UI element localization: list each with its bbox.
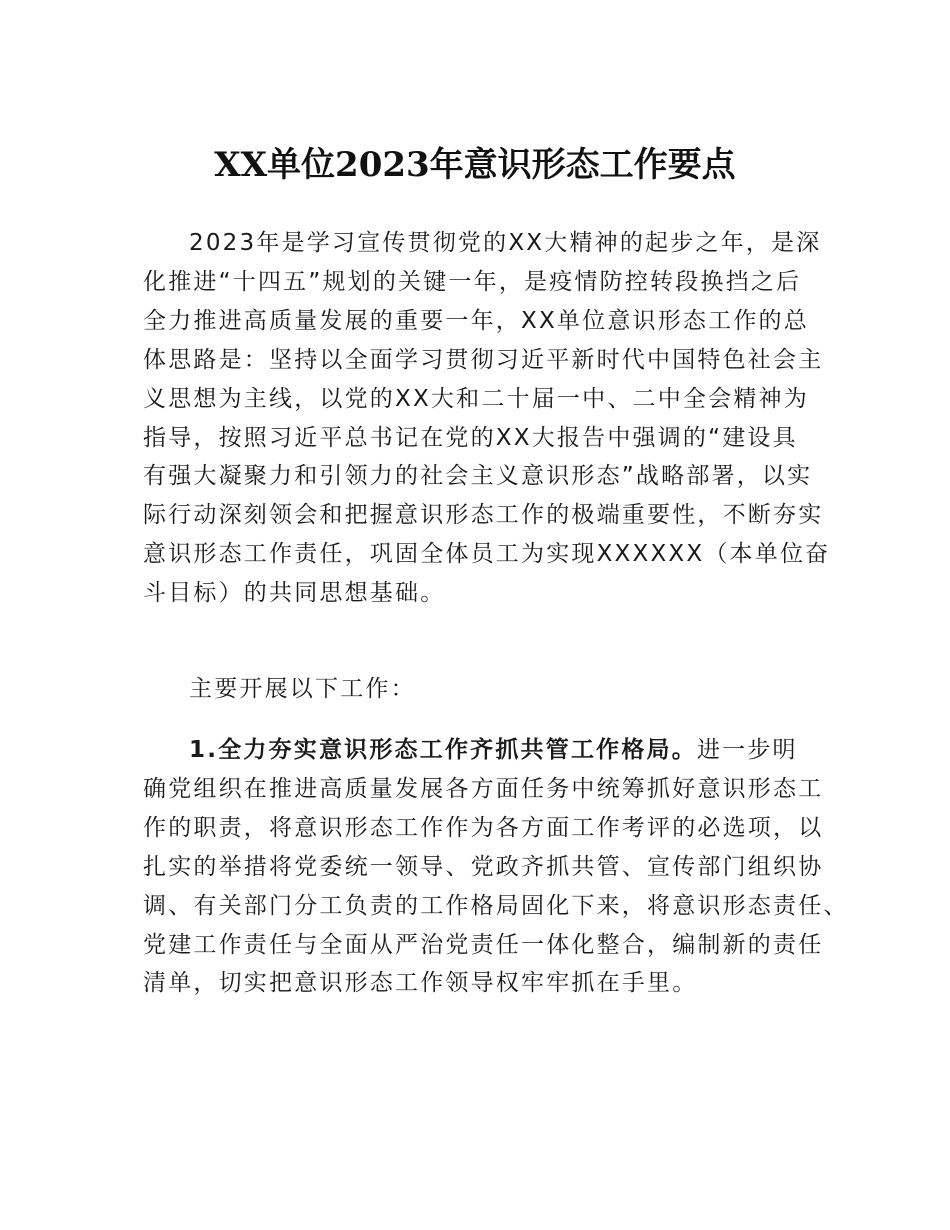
intro-line: 际行动深刻领会和把握意识形态工作的极端重要性，不断夯实 [143,502,824,529]
intro-line: 体思路是：坚持以全面学习贯彻习近平新时代中国特色社会主 [143,346,824,373]
intro-line: 有强大凝聚力和引领力的社会主义意识形态”战略部署，以实 [143,463,813,490]
section-1-first-line-rest: 进一步明 [696,737,798,763]
intro-line: 全力推进高质量发展的重要一年，XX单位意识形态工作的总 [143,307,809,334]
section-1-line: 作的职责，将意识形态工作作为各方面工作考评的必选项，以 [143,814,824,841]
lead-in-paragraph [143,670,823,709]
intro-line: 2023年是学习宣传贯彻党的XX大精神的起步之年，是深 [189,230,822,256]
intro-line: 斗目标）的共同思想基础。 [143,580,446,607]
document-title: XX单位2023年意识形态工作要点 [214,145,736,185]
intro-line: 指导，按照习近平总书记在党的XX大报告中强调的“建设具 [143,424,798,451]
section-1-line: 清单，切实把意识形态工作领导权牢牢抓在手里。 [143,970,698,997]
section-1-line: 党建工作责任与全面从严治党责任一体化整合，编制新的责任 [143,931,824,958]
section-1-line: 调、有关部门分工负责的工作格局固化下来，将意识形态责任、 [143,892,849,919]
intro-line: 意识形态工作责任，巩固全体员工为实现XXXXXX（本单位奋 [143,541,831,568]
section-1-paragraph [143,731,849,1003]
intro-paragraph [143,224,831,613]
section-1-line: 确党组织在推进高质量发展各方面任务中统筹抓好意识形态工 [143,775,824,802]
section-1-line: 扎实的举措将党委统一领导、党政齐抓共管、宣传部门组织协 [143,853,824,880]
intro-line: 义思想为主线，以党的XX大和二十届一中、二中全会精神为 [143,385,809,412]
section-1-first-line [143,731,823,770]
section-1-heading: 1.全力夯实意识形态工作齐抓共管工作格局。 [189,737,697,763]
intro-line: 化推进“十四五”规划的关键一年，是疫情防控转段换挡之后 [143,268,802,295]
lead-in-text: 主要开展以下工作： [189,676,416,702]
